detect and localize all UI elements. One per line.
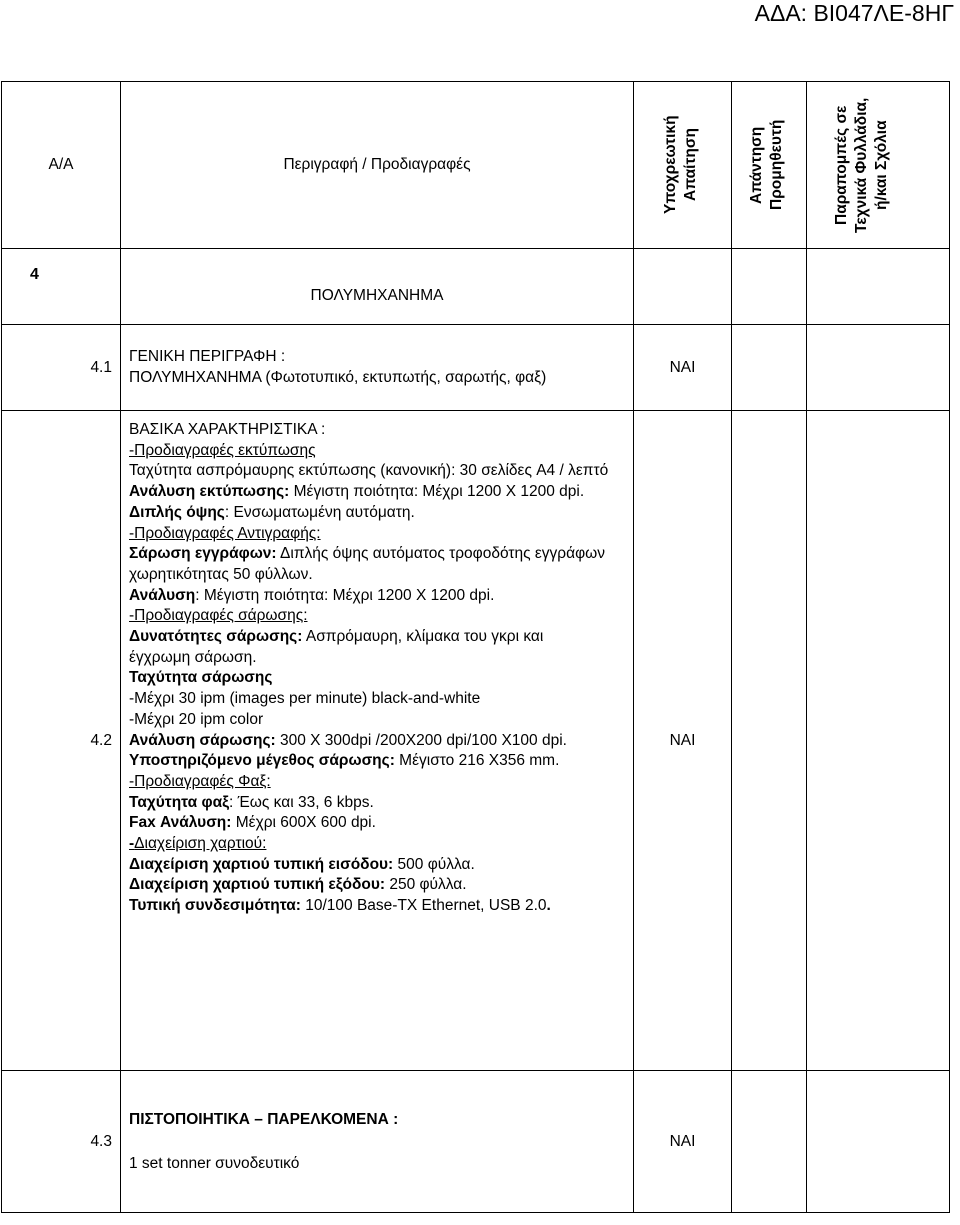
scan-size-label: Υποστηριζόμενο μέγεθος σάρωσης:: [129, 752, 395, 770]
scan-speed-color: -Μέχρι 20 ipm color: [129, 710, 264, 728]
section-row: [2, 249, 950, 325]
duplex-value: : Ενσωματωμένη αυτόματη.: [224, 503, 415, 521]
row-number: 4.2: [2, 411, 121, 1071]
fax-heading: -Προδιαγραφές Φαξ:: [129, 772, 271, 790]
copy-res-value: : Μέγιστη ποιότητα: Μέχρι 1200 X 1200 dpi.: [195, 586, 495, 604]
print-res-label: Ανάλυση εκτύπωσης:: [129, 483, 290, 501]
supplier-response-cell: [732, 325, 807, 411]
scan-cap-label: Δυνατότητες σάρωσης:: [129, 628, 303, 646]
references-cell: [807, 1071, 950, 1213]
references-cell: [807, 325, 950, 411]
section-title: ΠΟΛΥΜΗΧΑΝΗΜΑ: [121, 249, 634, 325]
paper-out-value: 250 φύλλα.: [385, 876, 467, 894]
fax-res-value: Μέχρι 600X 600 dpi.: [231, 814, 376, 832]
ada-code: ΑΔΑ: ΒΙ047ΛΕ-8ΗΓ: [754, 0, 954, 26]
scan-heading: -Προδιαγραφές σάρωσης:: [129, 607, 308, 625]
supplier-response-cell: [732, 411, 807, 1071]
row-text: ΠΟΛΥΜΗΧΑΝΗΜΑ (Φωτοτυπικό, εκτυπωτής, σαρωτής, φαξ): [129, 368, 547, 386]
table-row-4-3: [2, 1071, 950, 1213]
scan-res-label: Ανάλυση σάρωσης:: [129, 731, 276, 749]
spec-table: [1, 81, 950, 1213]
header-references-cell: [807, 82, 950, 249]
header-row: [2, 82, 950, 249]
fax-res-label: Fax Ανάλυση:: [129, 814, 232, 832]
references-cell: [807, 411, 950, 1071]
header-aa: Α/Α: [2, 82, 121, 249]
table-row-4-1: [2, 325, 950, 411]
paper-heading-dash: -: [129, 835, 135, 853]
scan-speed-label: Ταχύτητα σάρωσης: [129, 669, 273, 687]
paper-out-label: Διαχείριση χαρτιού τυπική εξόδου:: [129, 876, 386, 894]
header-supplier-response: Απάντηση Προμηθευτή: [748, 119, 785, 211]
mandatory-value: ΝΑΙ: [634, 1071, 732, 1213]
row-text: 1 set tonner συνοδευτικό: [129, 1154, 300, 1172]
row-description: [121, 411, 634, 1071]
scan-docs-label: Σάρωση εγγράφων:: [129, 545, 277, 563]
header-description: Περιγραφή / Προδιαγραφές: [121, 82, 634, 249]
table-row-4-2: [2, 411, 950, 1071]
scan-cap-value-2: έγχρωμη σάρωση.: [129, 648, 257, 666]
fax-speed-label: Ταχύτητα φαξ: [129, 793, 230, 811]
conn-value: 10/100 Base-TX Ethernet, USB 2.0: [300, 897, 547, 915]
scan-speed-bw: -Μέχρι 30 ipm (images per minute) black-and-white: [129, 690, 481, 708]
row-number: 4.1: [2, 325, 121, 411]
print-heading: -Προδιαγραφές εκτύπωσης: [129, 441, 316, 459]
paper-heading: Διαχείριση χαρτιού:: [134, 835, 267, 853]
copy-heading: -Προδιαγραφές Αντιγραφής:: [129, 524, 321, 542]
print-res-value: Μέγιστη ποιότητα: Μέχρι 1200 X 1200 dpi.: [289, 483, 585, 501]
header-mandatory: Υποχρεωτική Απαίτηση: [661, 115, 699, 215]
conn-label: Τυπική συνδεσιμότητα:: [129, 897, 301, 915]
header-mandatory-cell: [634, 82, 732, 249]
section-number: 4: [2, 249, 121, 325]
row-title: ΠΙΣΤΟΠΟΙΗΤΙΚΑ – ΠΑΡΕΛΚΟΜΕΝΑ :: [129, 1110, 399, 1128]
row-description: [121, 325, 634, 411]
scan-res-value: 300 X 300dpi /200X200 dpi/100 X100 dpi.: [275, 731, 567, 749]
row-title: ΓΕΝΙΚΗ ΠΕΡΙΓΡΑΦΗ :: [129, 347, 286, 365]
mandatory-value: ΝΑΙ: [634, 411, 732, 1071]
header-supplier-cell: [732, 82, 807, 249]
fax-speed-value: : Έως και 33, 6 kbps.: [229, 793, 374, 811]
conn-end: .: [546, 897, 551, 915]
copy-res-label: Ανάλυση: [129, 586, 196, 604]
print-speed: Ταχύτητα ασπρόμαυρης εκτύπωσης (κανονική): 30 σελίδες A4 / λεπτό: [129, 462, 609, 480]
scan-size-value: Μέγιστο 216 X356 mm.: [394, 752, 560, 770]
supplier-response-cell: [732, 1071, 807, 1213]
scan-cap-value: Ασπρόμαυρη, κλίμακα του γκρι και: [302, 628, 544, 646]
row-title: ΒΑΣΙΚΑ ΧΑΡΑΚΤΗΡΙΣΤΙΚΑ :: [129, 421, 326, 438]
header-references: Παραπομπές σε Τεχνικά Φυλλάδια, ή/και Σχόλια: [833, 97, 890, 233]
duplex-label: Διπλής όψης: [129, 503, 225, 521]
paper-in-value: 500 φύλλα.: [393, 855, 475, 873]
mandatory-value: ΝΑΙ: [634, 325, 732, 411]
row-description: [121, 1071, 634, 1213]
paper-in-label: Διαχείριση χαρτιού τυπική εισόδου:: [129, 855, 394, 873]
row-number: 4.3: [2, 1071, 121, 1213]
scan-docs-value: Διπλής όψης αυτόματος τροφοδότης εγγράφων χωρητικότητας 50 φύλλων.: [129, 545, 605, 583]
